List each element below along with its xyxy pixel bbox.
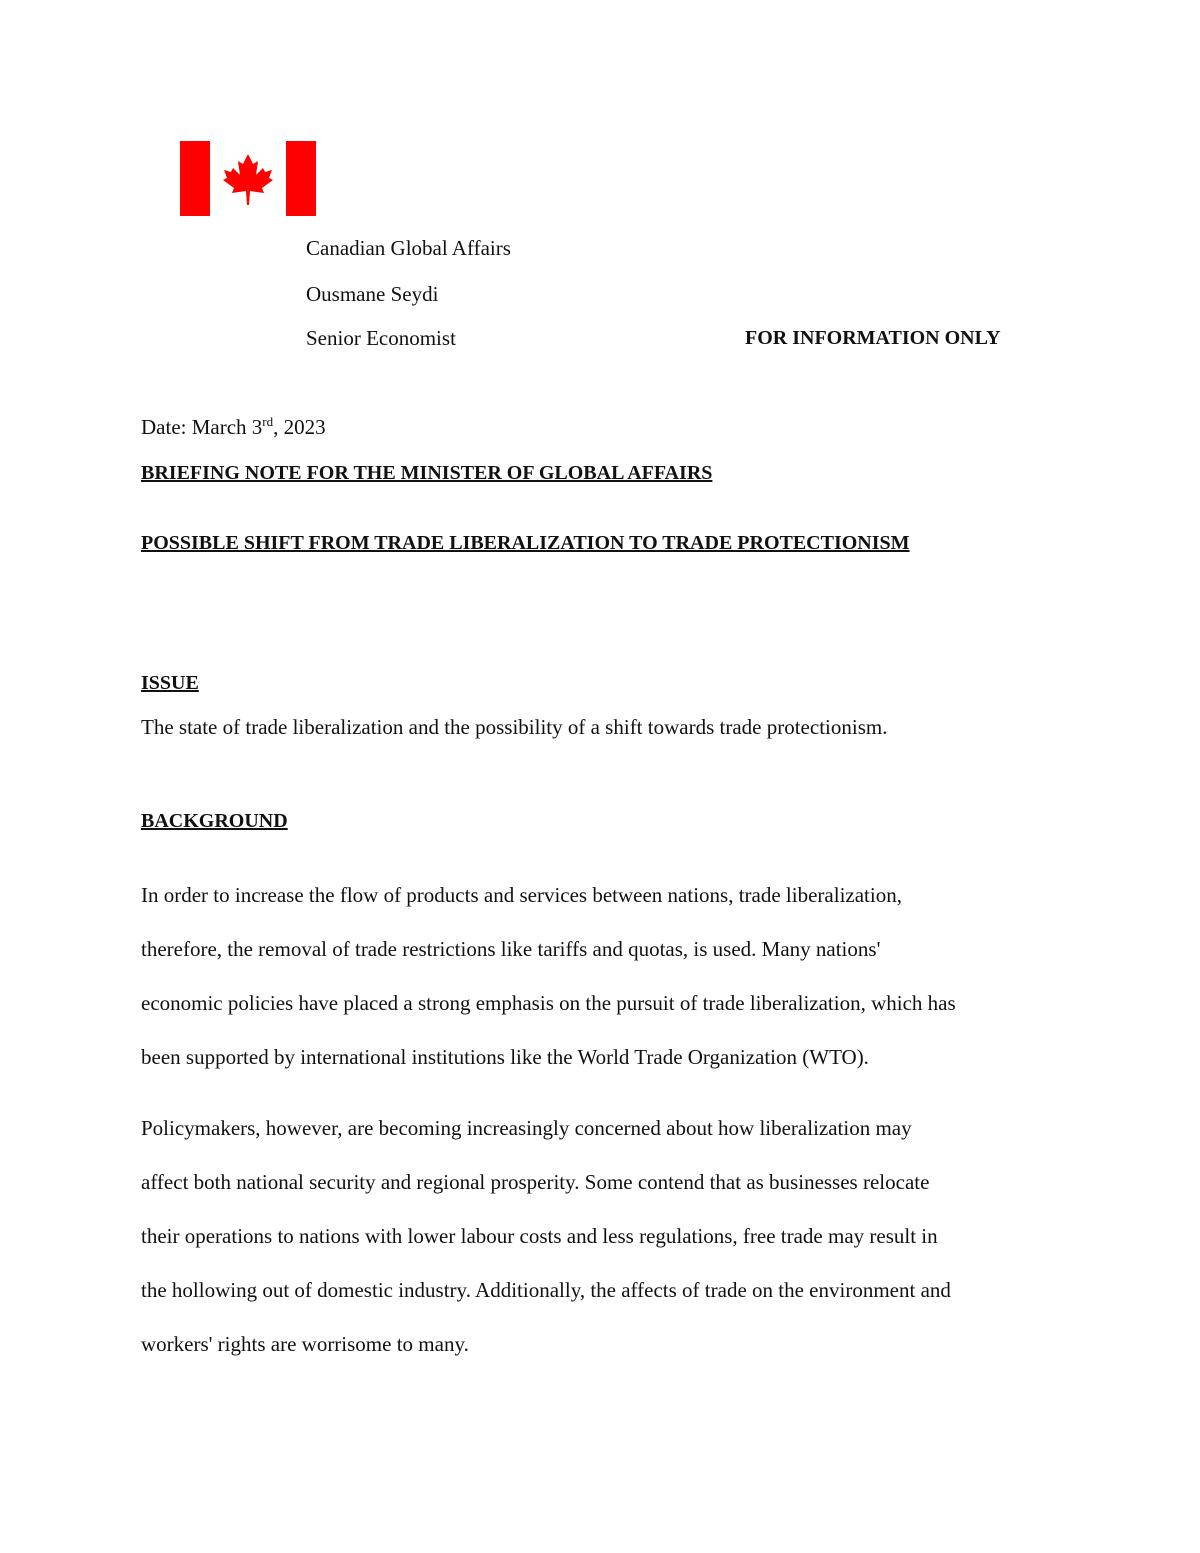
organization-name: Canadian Global Affairs xyxy=(306,236,511,260)
classification-label: FOR INFORMATION ONLY xyxy=(745,327,1001,349)
background-p2-line: affect both national security and regional prosperity. Some contend that as businesses relocate xyxy=(141,1170,930,1194)
issue-heading: ISSUE xyxy=(141,672,199,694)
background-p1-line: In order to increase the flow of products and services between nations, trade liberalization, xyxy=(141,883,902,907)
date-ordinal: rd xyxy=(262,414,274,429)
document-date xyxy=(141,415,326,439)
background-p2-line: workers' rights are worrisome to many. xyxy=(141,1332,469,1356)
subject-title: POSSIBLE SHIFT FROM TRADE LIBERALIZATION TO TRADE PROTECTIONISM xyxy=(141,532,910,554)
background-p1-line: therefore, the removal of trade restrictions like tariffs and quotas, is used. Many nations' xyxy=(141,937,881,961)
date-suffix: , 2023 xyxy=(273,415,326,439)
date-prefix: Date: March 3 xyxy=(141,415,263,439)
issue-text: The state of trade liberalization and the possibility of a shift towards trade protectionism. xyxy=(141,715,888,739)
background-p2-line: the hollowing out of domestic industry. Additionally, the affects of trade on the environment and xyxy=(141,1278,951,1302)
background-p2-line: their operations to nations with lower labour costs and less regulations, free trade may result in xyxy=(141,1224,938,1248)
author-title: Senior Economist xyxy=(306,326,456,350)
author-name: Ousmane Seydi xyxy=(306,282,439,306)
background-p1-line: economic policies have placed a strong emphasis on the pursuit of trade liberalization, which has xyxy=(141,991,956,1015)
background-heading: BACKGROUND xyxy=(141,810,288,832)
briefing-title: BRIEFING NOTE FOR THE MINISTER OF GLOBAL AFFAIRS xyxy=(141,462,713,484)
background-p2-line: Policymakers, however, are becoming increasingly concerned about how liberalization may xyxy=(141,1116,912,1140)
background-p1-line: been supported by international institutions like the World Trade Organization (WTO). xyxy=(141,1045,869,1069)
canada-flag-icon xyxy=(180,141,316,216)
